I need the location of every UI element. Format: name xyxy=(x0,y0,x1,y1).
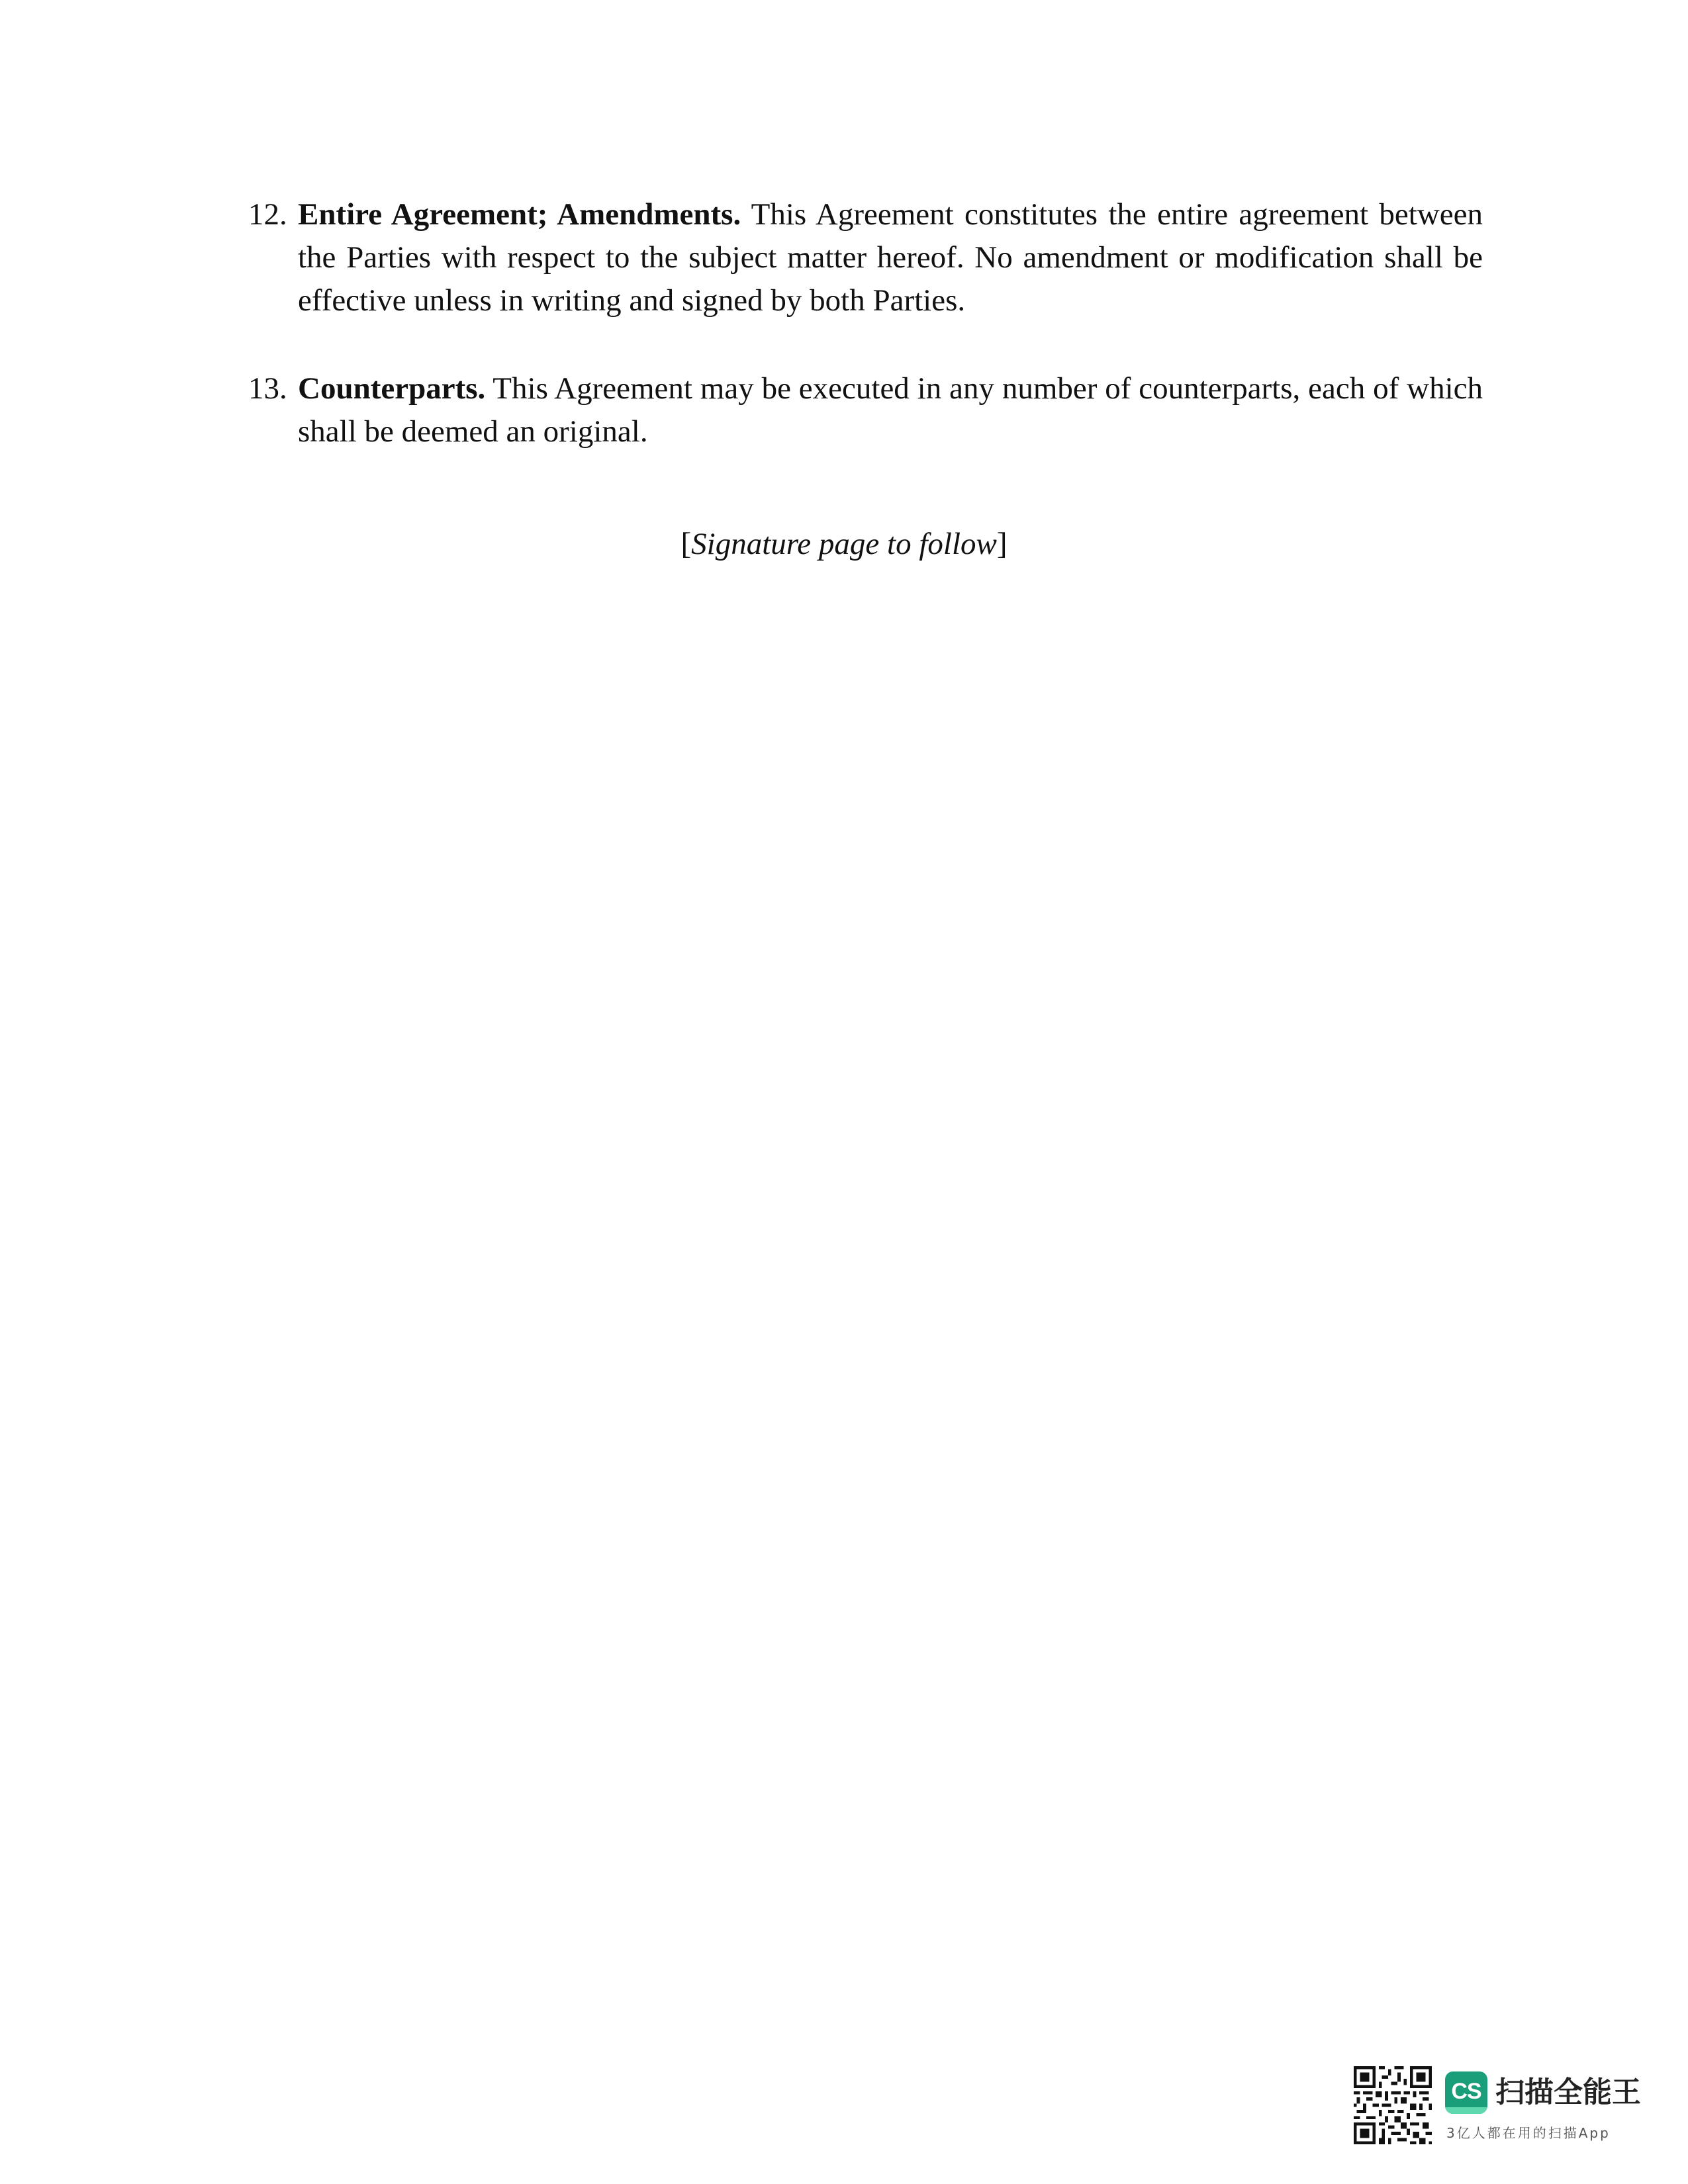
clause-body xyxy=(298,193,1483,322)
clause-heading: Entire Agreement; Amendments. xyxy=(298,197,741,232)
bracket-open: [ xyxy=(680,527,692,561)
clause-number: 13. xyxy=(248,371,287,406)
clause-body xyxy=(298,367,1483,453)
clause-text: This Agreement constitutes the entire agreement between the Parties with respect to the subject matter hereof. No amendment or modification shall be effective unless in writing and signed by both Parties. xyxy=(298,197,1483,318)
clause-12 xyxy=(248,193,1483,322)
signature-page-note xyxy=(0,523,1688,566)
clause-heading: Counterparts. xyxy=(298,371,486,406)
scanner-watermark xyxy=(1354,2066,1645,2146)
bracket-close: ] xyxy=(996,527,1008,561)
camscanner-logo-icon: CS xyxy=(1445,2071,1487,2114)
signature-note-text: Signature page to follow xyxy=(691,527,997,561)
clause-number: 12. xyxy=(248,197,287,232)
brand-name: 扫描全能王 xyxy=(1495,2075,1641,2109)
clause-13 xyxy=(248,367,1483,453)
brand-tagline: 3亿人都在用的扫描App xyxy=(1446,2125,1611,2141)
qr-code-icon xyxy=(1354,2066,1432,2144)
clause-text: This Agreement may be executed in any number of counterparts, each of which shall be deemed an original. xyxy=(298,371,1483,449)
